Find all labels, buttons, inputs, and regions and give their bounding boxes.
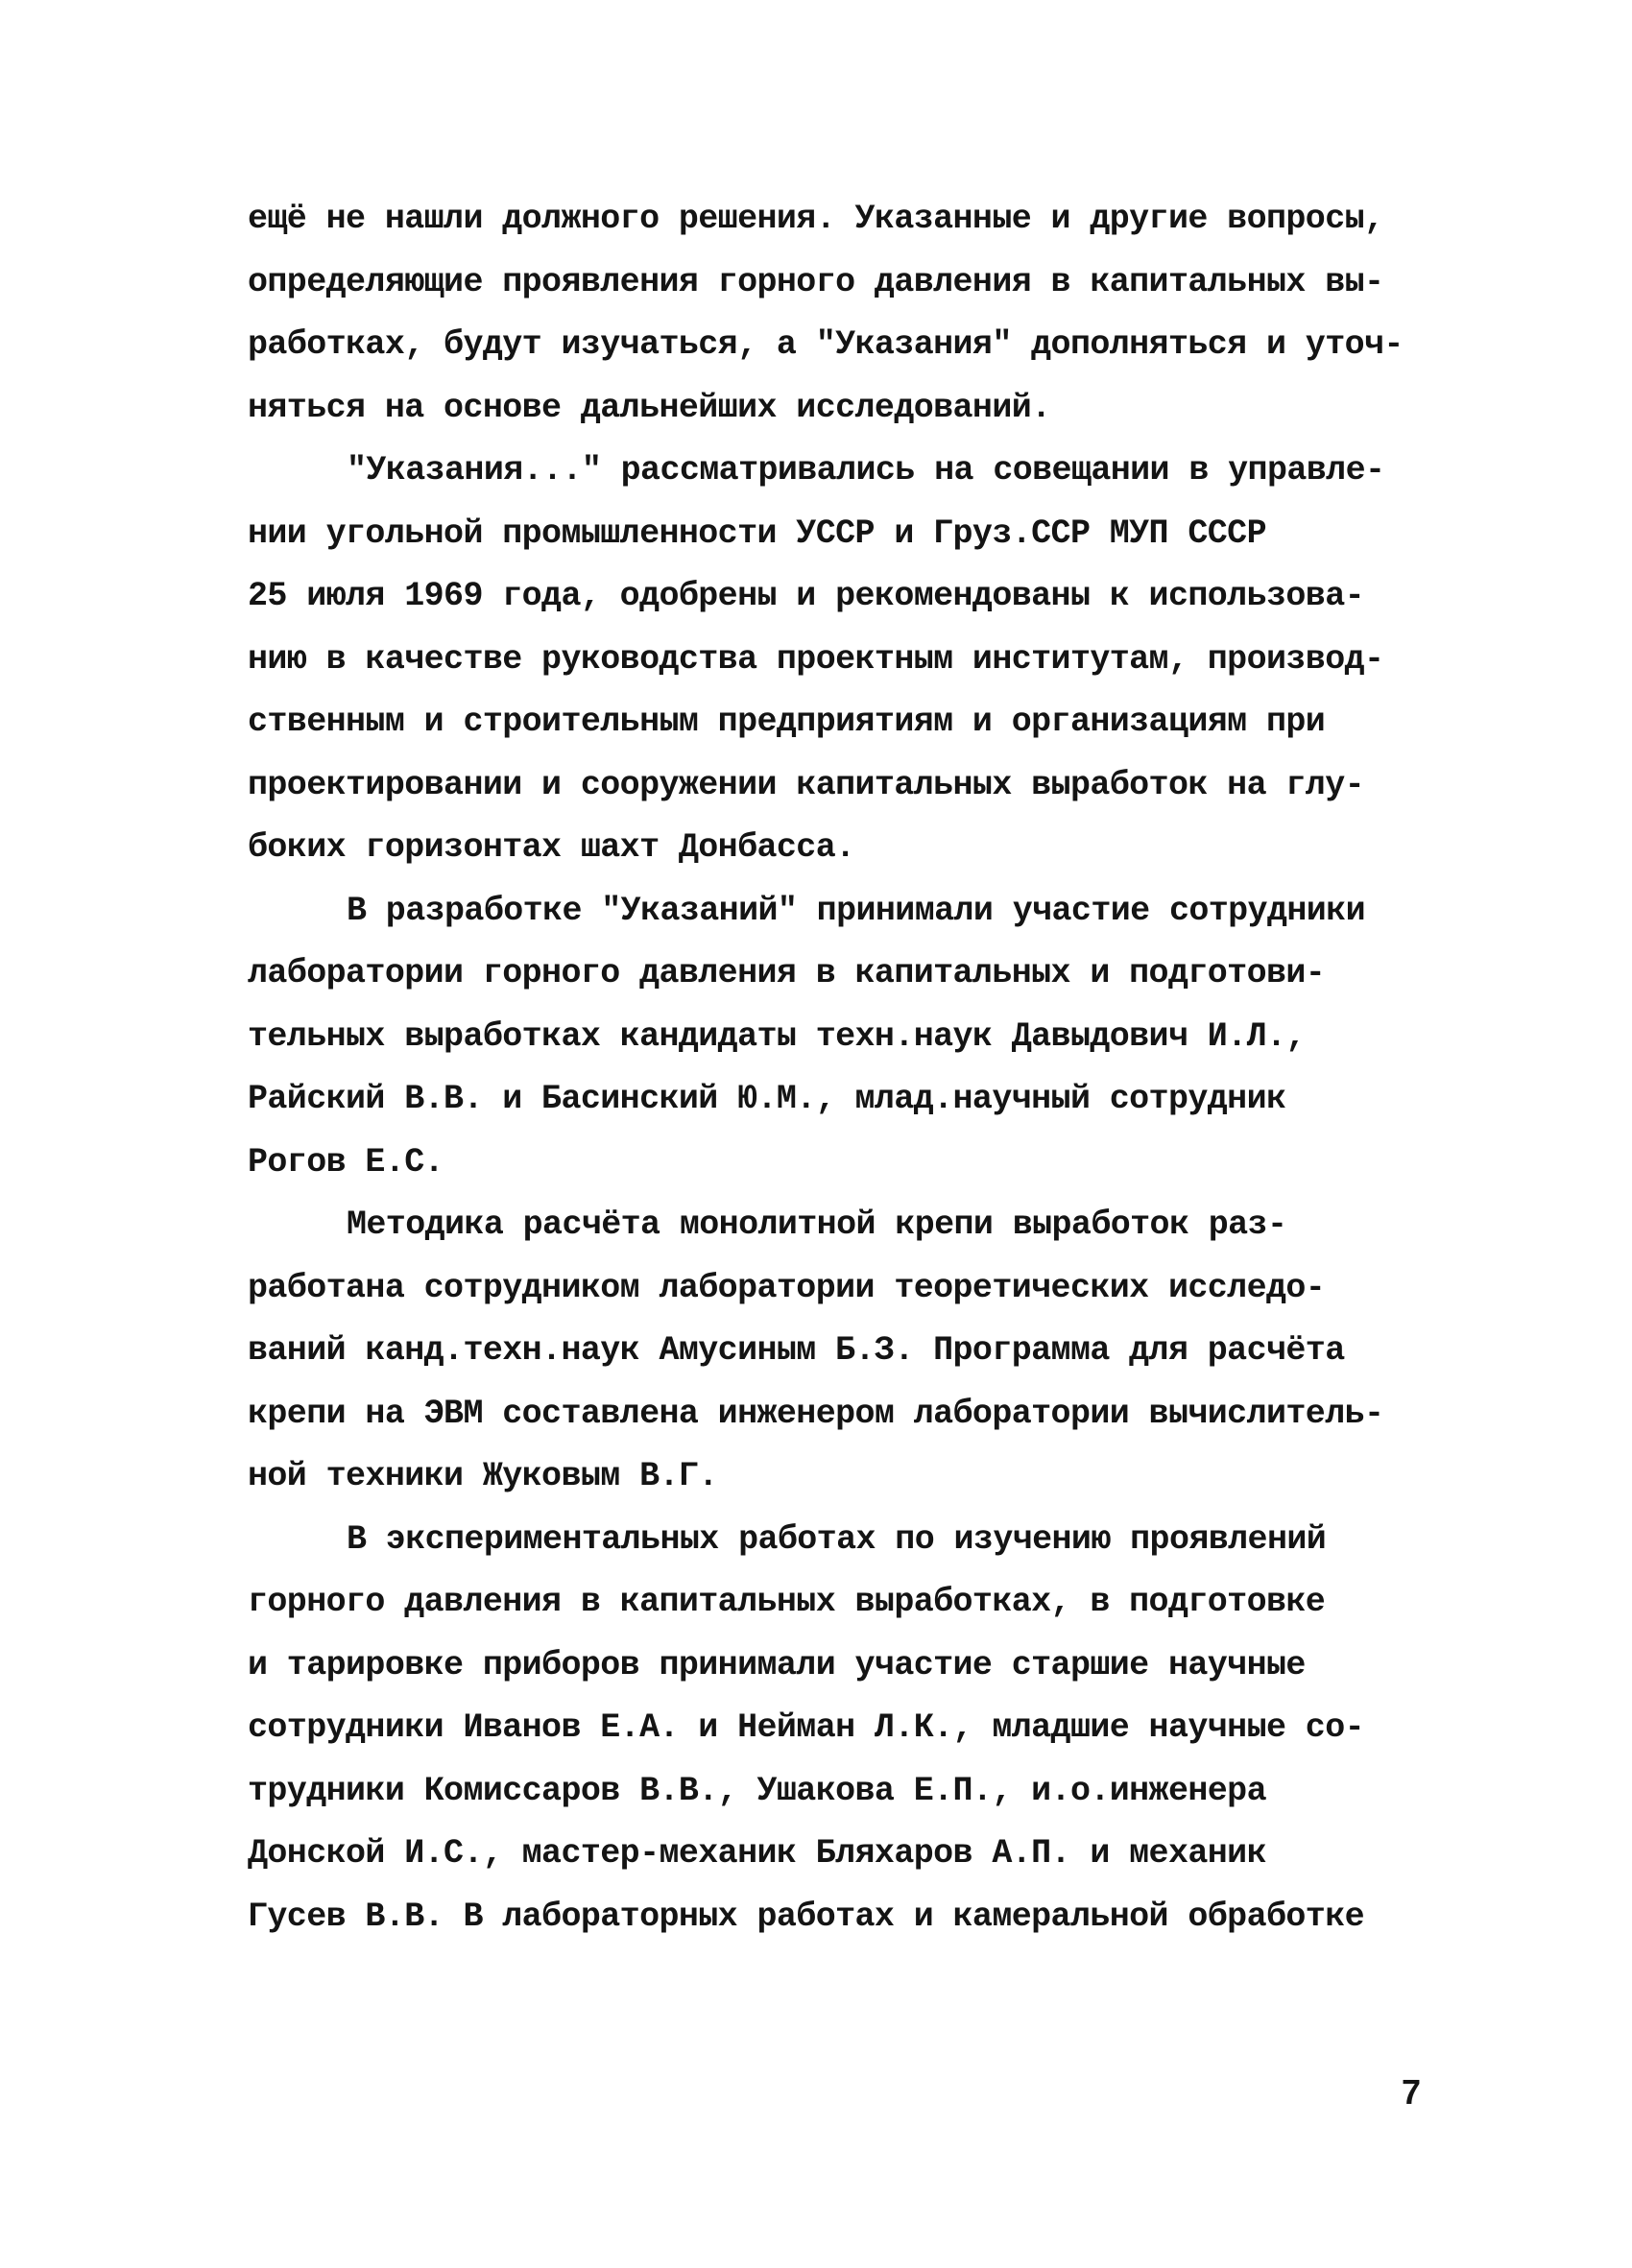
paragraph-first-line: Методика расчёта монолитной крепи выработок раз-: [347, 1206, 1287, 1244]
text-line: ственным и строительным предприятиям и организациям при: [248, 703, 1326, 741]
paragraph-first-line: В экспериментальных работах по изучению проявлений: [347, 1519, 1327, 1559]
text-line: горного давления в капитальных выработках, в подготовке: [248, 1583, 1326, 1621]
text-line: тельных выработках кандидаты техн.наук Давыдович И.Л.,: [248, 1016, 1306, 1056]
text-line: работках, будут изучаться, а "Указания" дополняться и уточ-: [248, 325, 1404, 364]
text-line: лаборатории горного давления в капитальных и подготови-: [248, 954, 1326, 992]
text-line: нии угольной промышленности УССР и Груз.ССР МУП СССР: [248, 513, 1266, 553]
text-line: Гусев В.В. В лабораторных работах и камеральной обработке: [248, 1897, 1364, 1936]
text-line: Донской И.С., мастер-механик Бляхаров А.П. и механик: [248, 1834, 1266, 1873]
text-line: и тарировке приборов принимали участие старшие научные: [248, 1645, 1306, 1684]
text-line: нию в качестве руководства проектным институтам, производ-: [248, 639, 1384, 679]
paragraph-first-line: В разработке "Указаний" принимали участие сотрудники: [347, 891, 1365, 930]
text-line: Рогов Е.С.: [248, 1142, 444, 1182]
text-line: Райский В.В. и Басинский Ю.М., млад.научный сотрудник: [248, 1080, 1286, 1118]
text-line: определяющие проявления горного давления в капитальных вы-: [248, 262, 1384, 301]
text-line: ваний канд.техн.наук Амусиным Б.З. Программа для расчёта: [248, 1331, 1345, 1370]
text-line: трудники Комиссаров В.В., Ушакова Е.П., и.о.инженера: [248, 1771, 1266, 1810]
text-line: ной техники Жуковым В.Г.: [248, 1457, 718, 1495]
text-line: 25 июля 1969 года, одобрены и рекомендованы к использова-: [248, 577, 1364, 615]
paragraph-first-line: "Указания..." рассматривались на совещании в управле-: [347, 451, 1385, 489]
text-line: ещё не нашли должного решения. Указанные и другие вопросы,: [248, 200, 1384, 238]
text-line: крепи на ЭВМ составлена инженером лаборатории вычислитель-: [248, 1394, 1384, 1433]
text-line: проектировании и сооружении капитальных выработок на глу-: [248, 765, 1364, 804]
text-line: сотрудники Иванов Е.А. и Нейман Л.К., младшие научные со-: [248, 1708, 1364, 1747]
body-text: [248, 188, 1428, 1948]
text-line: работана сотрудником лаборатории теоретических исследо-: [248, 1268, 1326, 1307]
page-number: 7: [1402, 2072, 1422, 2112]
text-line: няться на основе дальнейших исследований.: [248, 388, 1051, 427]
text-line: боких горизонтах шахт Донбасса.: [248, 828, 855, 867]
